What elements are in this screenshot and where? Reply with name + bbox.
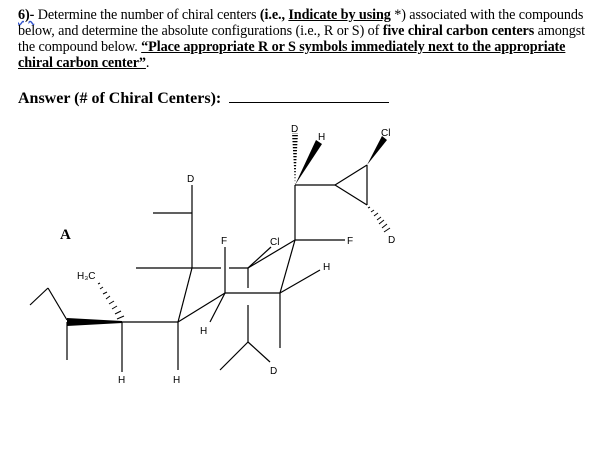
atom-cl: Cl xyxy=(381,128,391,139)
hashed-bond xyxy=(292,133,298,185)
hashed-bond xyxy=(98,283,124,319)
question-number: 6)- xyxy=(18,7,35,23)
atom-h: H xyxy=(323,262,331,273)
hashed-bond xyxy=(368,207,390,232)
atom-d: D xyxy=(388,235,396,246)
atom-h: H xyxy=(118,375,126,386)
atom-h: H xyxy=(200,326,208,337)
atom-d: D xyxy=(270,366,278,377)
wedge-bond xyxy=(295,140,322,185)
compound-label: A xyxy=(60,227,71,243)
answer-prompt: Answer (# of Chiral Centers): xyxy=(18,88,389,108)
question-text: 6)- Determine the number of chiral centers (i.e., Indicate by using *) associated with the compounds below, and determine the absolute configurations (i.e., R or S) of five chiral carbon centers amongst the compound below. “Place appropriate R or S symbols immediately next to the appropriate chiral carbon center”. xyxy=(18,7,585,71)
atom-f: F xyxy=(221,236,228,247)
atom-f: F xyxy=(347,236,354,247)
wedge-bond xyxy=(67,318,122,326)
atom-d: D xyxy=(291,124,299,135)
wedge-bond xyxy=(367,136,387,165)
instruction: “Place appropriate R or S symbols immediately next to the appropriate chiral carbon center” xyxy=(18,39,566,71)
atom-h3c: H₃C xyxy=(77,271,96,282)
atom-cl: Cl xyxy=(270,237,280,248)
atom-d: D xyxy=(187,174,195,185)
atom-h: H xyxy=(173,375,181,386)
atom-h: H xyxy=(318,132,326,143)
